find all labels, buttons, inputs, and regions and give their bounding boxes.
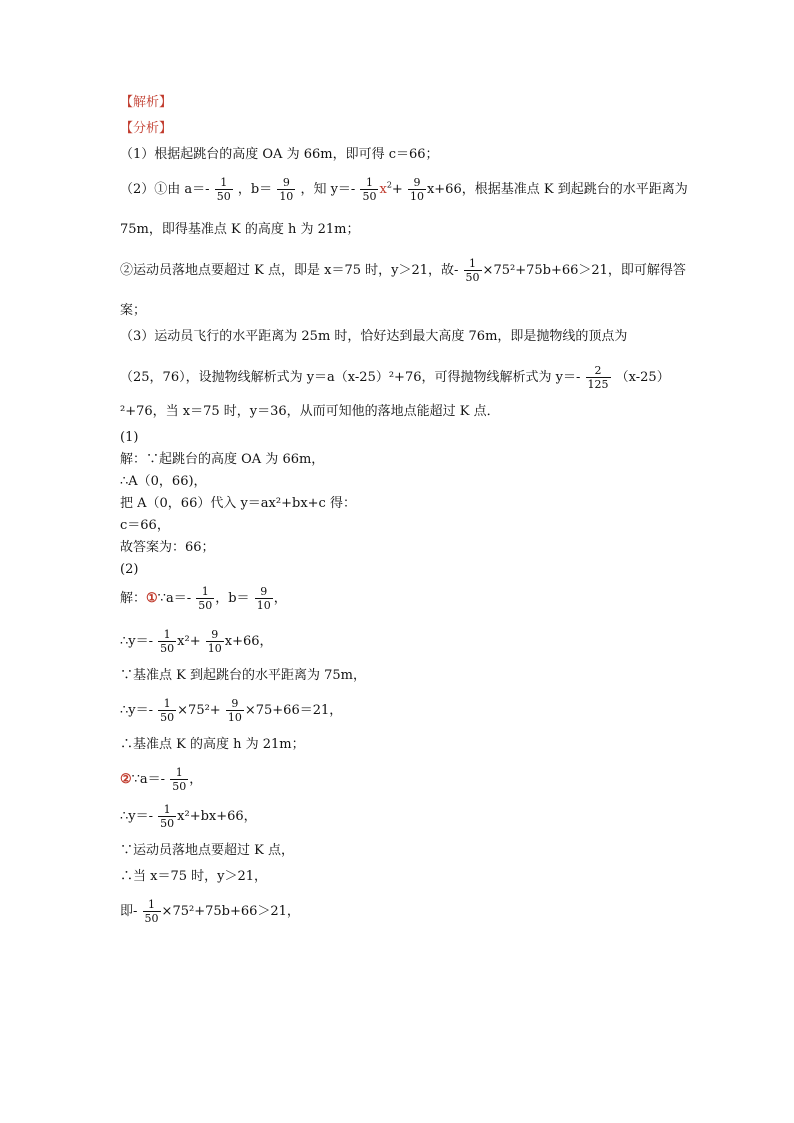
solution-step-12 xyxy=(120,803,680,830)
solution-part-1-label: (1) xyxy=(120,430,139,445)
fraction-denominator: 50 xyxy=(172,780,187,793)
solution-s7-b: x²+ xyxy=(177,634,201,649)
fraction-9-10 xyxy=(255,585,273,612)
solution-part-2-label: (2) xyxy=(120,562,139,577)
analysis-p2-d: ，知 y＝- xyxy=(300,182,356,197)
fraction-1-50 xyxy=(196,585,214,612)
fraction-1-50 xyxy=(158,628,176,655)
solution-s7-a: ∴y＝- xyxy=(120,634,154,649)
solution-step-2: ∴A（0，66)， xyxy=(120,474,207,489)
fraction-numerator: 1 xyxy=(215,176,233,190)
fraction-9-10 xyxy=(277,176,295,203)
analysis-p3-a: ②运动员落地点要超过 K 点，即是 x＝75 时，y＞21，故- xyxy=(120,263,459,278)
solution-s11-a: ② xyxy=(120,772,132,787)
solution-s7-c: x+66， xyxy=(224,634,273,649)
solution-s6-d: ，b＝ xyxy=(215,591,250,606)
analysis-p2-b: ①由 a＝- xyxy=(154,182,210,197)
fraction-1-50 xyxy=(464,257,482,284)
document-content xyxy=(120,92,688,925)
fraction-numerator: 9 xyxy=(206,628,224,642)
fraction-numerator: 9 xyxy=(408,176,426,190)
solution-step-15 xyxy=(120,898,680,925)
fraction-9-10 xyxy=(408,176,426,203)
fraction-1-50 xyxy=(158,803,176,830)
solution-step-9 xyxy=(120,697,680,724)
fraction-numerator: 9 xyxy=(226,697,244,711)
fraction-numerator: 1 xyxy=(158,628,176,642)
fraction-1-50 xyxy=(360,176,378,203)
analysis-p4-b: （25，76），设抛物线解析式为 y＝a（x-25）²+76，可得抛物线解析式为 y＝- xyxy=(120,370,581,385)
fraction-numerator: 1 xyxy=(464,257,482,271)
solution-s12-a: ∴y＝- xyxy=(120,809,154,824)
fraction-numerator: 1 xyxy=(158,697,176,711)
analysis-p3-b: ×75²+75b+66＞21，即可解得答 xyxy=(482,263,686,278)
solution-s9-c: ×75+66＝21， xyxy=(244,703,343,718)
fraction-denominator: 50 xyxy=(198,599,213,612)
analysis-p2-e: x xyxy=(379,182,387,197)
analysis-p3-c: 案； xyxy=(120,303,147,318)
solution-step-5: 故答案为：66； xyxy=(120,540,215,555)
analysis-p2-a: （2） xyxy=(120,182,155,197)
solution-step-14: ∴当 x＝75 时，y＞21， xyxy=(120,869,268,884)
analysis-p4-c: （x-25） xyxy=(615,370,670,385)
fraction-numerator: 1 xyxy=(196,585,214,599)
analysis-p2-h: 75m，即得基准点 K 的高度 h 为 21m； xyxy=(120,222,360,237)
fraction-1-50 xyxy=(158,697,176,724)
fraction-denominator: 10 xyxy=(227,711,242,724)
fraction-denominator: 10 xyxy=(207,642,222,655)
fraction-numerator: 9 xyxy=(255,585,273,599)
fraction-denominator: 50 xyxy=(362,190,377,203)
solution-step-6 xyxy=(120,585,680,612)
fraction-denominator: 10 xyxy=(256,599,271,612)
solution-s6-b: ① xyxy=(146,591,158,606)
analysis-p2-c: ，b＝ xyxy=(237,182,273,197)
analysis-p2-f: + xyxy=(391,182,403,197)
solution-step-8: ∵基准点 K 到起跳台的水平距离为 75m， xyxy=(120,668,366,683)
fraction-9-10 xyxy=(226,697,244,724)
fraction-numerator: 1 xyxy=(143,898,161,912)
fraction-denominator: 50 xyxy=(144,912,159,925)
fraction-9-10 xyxy=(206,628,224,655)
fraction-1-50 xyxy=(215,176,233,203)
fraction-1-50 xyxy=(143,898,161,925)
solution-step-7 xyxy=(120,628,680,655)
fraction-denominator: 10 xyxy=(409,190,424,203)
analysis-p4-d: ²+76，当 x＝75 时，y＝36，从而可知他的落地点能超过 K 点． xyxy=(120,404,500,419)
solution-step-1: 解：∵起跳台的高度 OA 为 66m， xyxy=(120,452,325,467)
solution-s6-c: ∵a＝- xyxy=(157,591,192,606)
analysis-part-3 xyxy=(120,364,680,391)
solution-step-13: ∵运动员落地点要超过 K 点， xyxy=(120,843,294,858)
section-header-fenxi: 【分析】 xyxy=(120,121,173,136)
solution-s6-a: 解： xyxy=(120,591,147,606)
analysis-part-2b xyxy=(120,257,686,284)
fraction-denominator: 10 xyxy=(279,190,294,203)
section-header-jiexi: 【解析】 xyxy=(120,95,173,110)
fraction-denominator: 50 xyxy=(465,271,480,284)
solution-s6-e: ， xyxy=(273,591,287,606)
fraction-1-50 xyxy=(170,766,188,793)
solution-s9-a: ∴y＝- xyxy=(120,703,154,718)
analysis-part-1: （1）根据起跳台的高度 OA 为 66m，即可得 c＝66； xyxy=(120,147,439,162)
fraction-denominator: 125 xyxy=(587,378,609,391)
analysis-p4-a: （3）运动员飞行的水平距离为 25m 时，恰好达到最大高度 76m，即是抛物线的顶点为 xyxy=(120,329,628,344)
solution-s15-b: ×75²+75b+66＞21， xyxy=(161,904,300,919)
solution-step-11 xyxy=(120,766,680,793)
solution-s9-b: ×75²+ xyxy=(177,703,221,718)
analysis-p2-g: x+66，根据基准点 K 到起跳台的水平距离为 xyxy=(426,182,688,197)
fraction-numerator: 1 xyxy=(360,176,378,190)
solution-s12-b: x²+bx+66， xyxy=(177,809,257,824)
solution-step-4: c＝66， xyxy=(120,518,170,533)
solution-step-10: ∴基准点 K 的高度 h 为 21m； xyxy=(120,737,305,752)
solution-step-3: 把 A（0，66）代入 y＝ax²+bx+c 得： xyxy=(120,496,356,511)
fraction-denominator: 50 xyxy=(216,190,231,203)
fraction-numerator: 9 xyxy=(277,176,295,190)
solution-s11-c: ， xyxy=(189,772,203,787)
solution-s11-b: ∵a＝- xyxy=(131,772,166,787)
fraction-numerator: 1 xyxy=(158,803,176,817)
fraction-denominator: 50 xyxy=(160,817,175,830)
fraction-denominator: 50 xyxy=(160,642,175,655)
fraction-numerator: 1 xyxy=(170,766,188,780)
fraction-denominator: 50 xyxy=(160,711,175,724)
solution-s15-a: 即- xyxy=(120,904,138,919)
fraction-numerator: 2 xyxy=(586,364,611,378)
fraction-2-125 xyxy=(586,364,611,391)
analysis-part-2: （2）①由 a＝- $\frac{1}{50}$ ，b＝ $\frac{9}{10}$ ，知 y＝- $\frac{1}{50}$ $x^2+$ $\frac{9}{10}$ x+66，根据基准点 K 到起跳台的水平距离为 xyxy=(120,176,688,203)
